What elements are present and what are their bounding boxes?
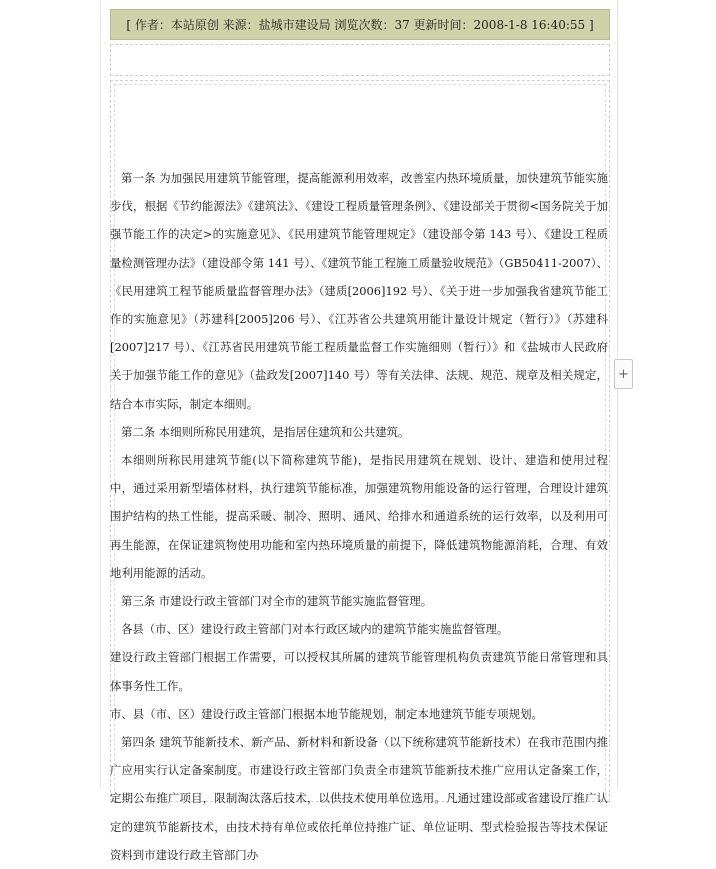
page-border-right — [617, 0, 618, 789]
page-border-left — [100, 0, 101, 789]
article-body — [110, 164, 608, 869]
article-meta-bar — [110, 9, 610, 40]
blank-panel — [110, 44, 610, 76]
article-paragraph: 各县（市、区）建设行政主管部门对本行政区域内的建筑节能实施监督管理。 — [121, 622, 509, 637]
article-paragraph: 第二条 本细则所称民用建筑，是指居住建筑和公共建筑。 — [121, 424, 410, 439]
article-meta-text: [ 作者：本站原创 来源：盐城市建设局 浏览次数：37 更新时间：2008-1-8 16:40:55 ] — [126, 18, 594, 32]
article-paragraph: 本细则所称民用建筑节能(以下简称建筑节能)，是指民用建筑在规划、设计、建造和使用过程中，通过采用新型墙体材料，执行建筑节能标准，加强建筑物用能设备的运行管理，合理设计建筑围护结构的热工性能，提高采暖、制冷、照明、通风、给排水和通道系统的运行效率，以及利用可再生能源，在保证建筑物使用功能和室内热环境质量的前提下，降低建筑物能源消耗，合理、有效地利用能源的活动。 — [110, 453, 608, 580]
article-paragraph: 第三条 市建设行政主管部门对全市的建筑节能实施监督管理。 — [121, 594, 433, 609]
article-paragraph: 建设行政主管部门根据工作需要，可以授权其所属的建筑节能管理机构负责建筑节能日常管理和具体事务性工作。 — [110, 650, 608, 693]
expand-button[interactable] — [614, 359, 633, 389]
article-paragraph: 市、县（市、区）建设行政主管部门根据本地节能规划，制定本地建筑节能专项规划。 — [110, 706, 543, 721]
article-paragraph: 第一条 为加强民用建筑节能管理，提高能源利用效率，改善室内热环境质量，加快建筑节能实施步伐，根据《节约能源法》《建筑法》、《建设工程质量管理条例》、《建设部关于贯彻<国务院关于加强节能工作的决定>的实施意见》、《民用建筑节能管理规定》（建设部令第 143 号）、《建设工程质量检测管理办法》（建设部令第 141 号）、《建筑节能工程施工质量验收规范》（GB50411-2007）、《民用建筑工程节能质量监督管理办法》（建质[2006]192 号）、《关于进一步加强我省建筑节能工作的实施意见》（苏建科[2005]206 号）、《江苏省公共建筑用能计量设计规定（暂行）》（苏建科[2007]217 号）、《江苏省民用建筑节能工程质量监督工作实施细则（暂行）》和《盐城市人民政府关于加强节能工作的意见》（盐政发[2007]140 号）等有关法律、法规、规范、规章及相关规定，结合本市实际，制定本细则。 — [110, 171, 608, 411]
plus-icon: + — [618, 366, 629, 382]
article-paragraph: 第四条 建筑节能新技术、新产品、新材料和新设备（以下统称建筑节能新技术）在我市范围内推广应用实行认定备案制度。市建设行政主管部门负责全市建筑节能新技术推广应用认定备案工作，定期公布推广项目，限制淘汰落后技术，以供技术使用单位选用。凡通过建设部或省建设厅推广认定的建筑节能新技术，由技术持有单位或依托单位持推广证、单位证明、型式检验报告等技术保证资料到市建设行政主管部门办 — [110, 735, 608, 862]
